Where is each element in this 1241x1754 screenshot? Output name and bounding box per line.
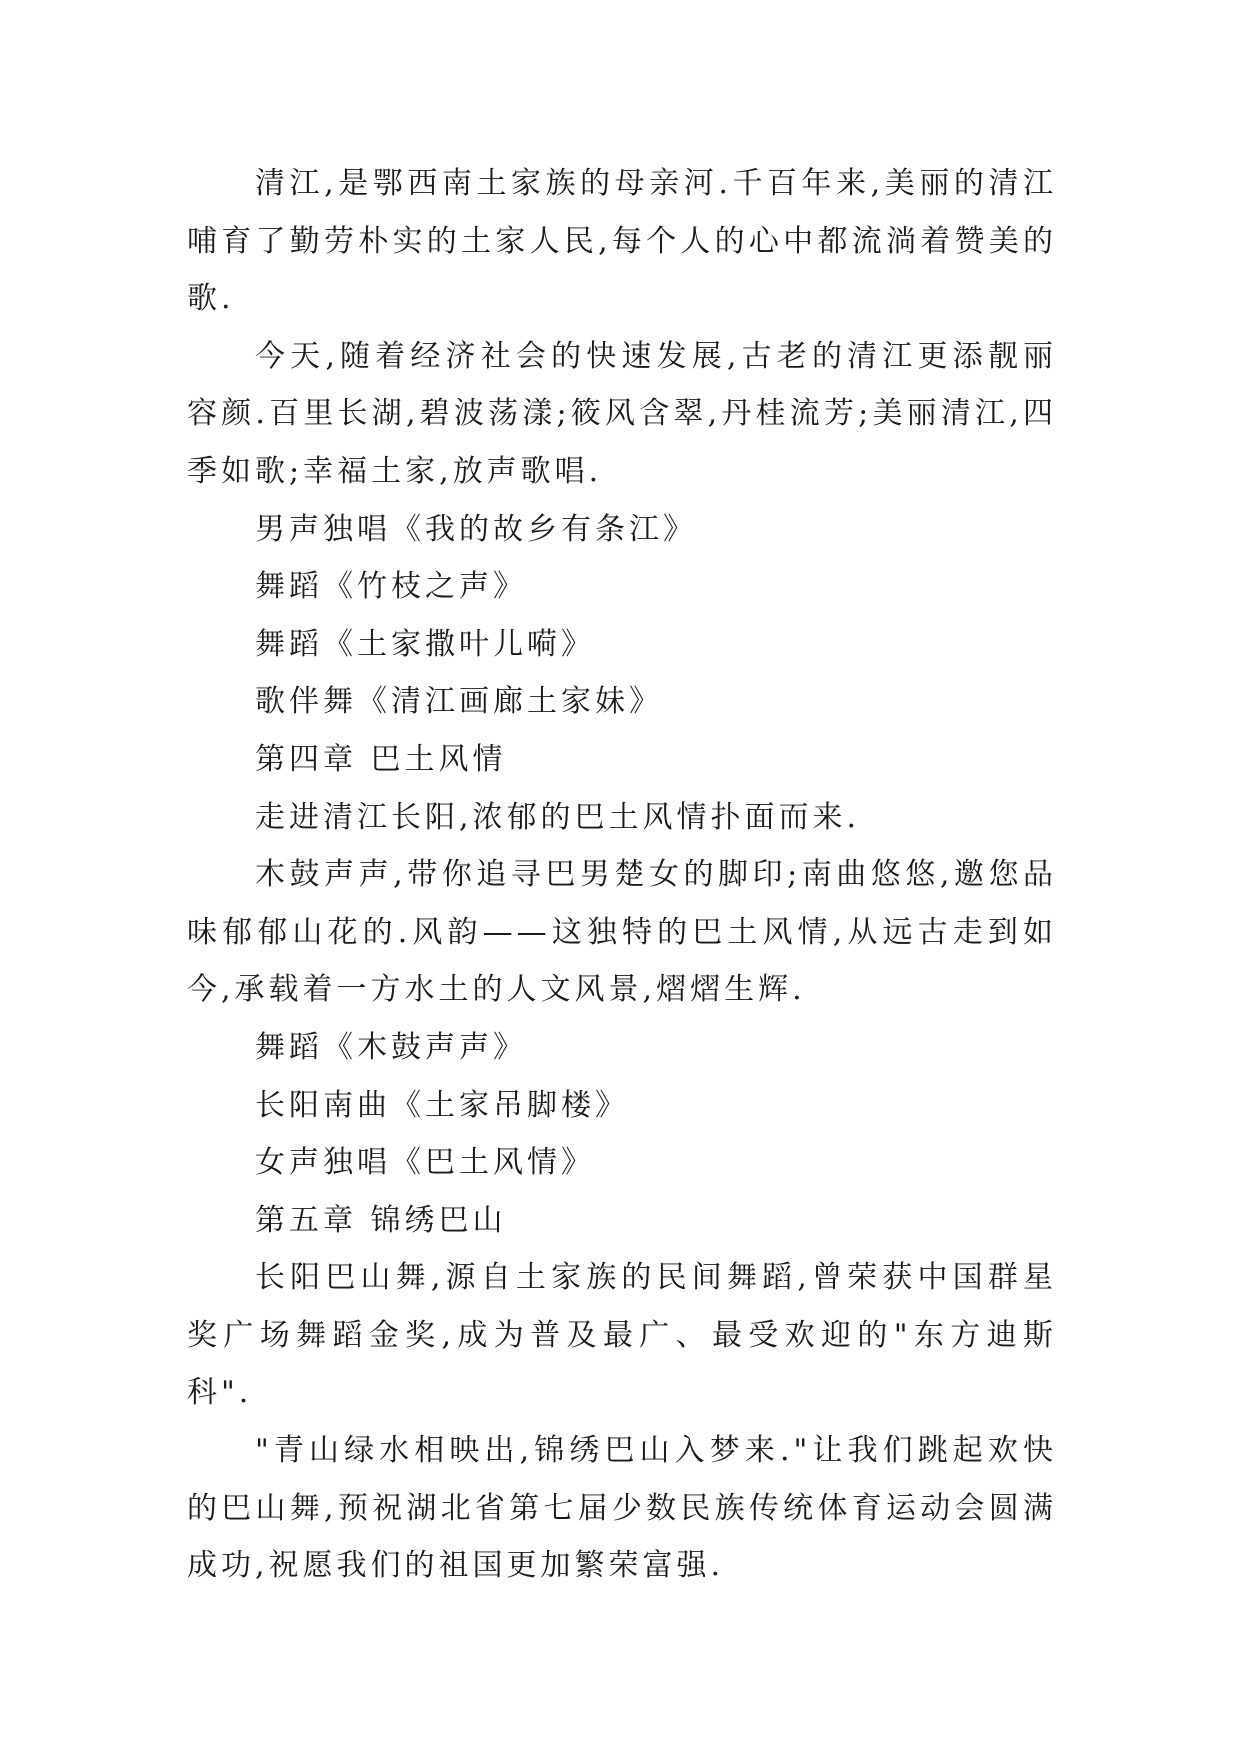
program-item: 舞蹈《土家撒叶儿嗬》	[255, 626, 595, 662]
paragraph-today: 今天,随着经济社会的快速发展,古老的清江更添靓丽容颜.百里长湖,碧波荡漾;筱风含翠,丹桂流芳;美丽清江,四季如歌;幸福土家,放声歌唱.	[187, 338, 1057, 489]
paragraph-closing: "青山绿水相映出,锦绣巴山入梦来."让我们跳起欢快的巴山舞,预祝湖北省第七届少数民族传统体育运动会圆满成功,祝愿我们的祖国更加繁荣富强.	[187, 1433, 1057, 1584]
program-item: 女声独唱《巴土风情》	[255, 1145, 595, 1181]
paragraph-line: 走进清江长阳,浓郁的巴土风情扑面而来.	[255, 799, 861, 835]
program-item: 歌伴舞《清江画廊土家妹》	[255, 684, 663, 720]
document-body	[187, 155, 1057, 1595]
program-item: 长阳南曲《土家吊脚楼》	[255, 1087, 629, 1123]
paragraph-intro: 清江,是鄂西南土家族的母亲河.千百年来,美丽的清江哺育了勤劳朴实的土家人民,每个人的心中都流淌着赞美的歌.	[187, 166, 1057, 317]
program-item: 舞蹈《竹枝之声》	[255, 569, 527, 605]
program-item: 男声独唱《我的故乡有条江》	[255, 511, 697, 547]
program-item: 舞蹈《木鼓声声》	[255, 1029, 527, 1065]
chapter-heading: 第四章 巴土风情	[255, 741, 507, 777]
paragraph-bashan-dance: 长阳巴山舞,源自土家族的民间舞蹈,曾荣获中国群星奖广场舞蹈金奖,成为普及最广、最受欢迎的"东方迪斯科".	[187, 1260, 1057, 1411]
chapter-heading: 第五章 锦绣巴山	[255, 1202, 507, 1238]
paragraph-mugu: 木鼓声声,带你追寻巴男楚女的脚印;南曲悠悠,邀您品味郁郁山花的.风韵——这独特的巴土风情,从远古走到如今,承载着一方水土的人文风景,熠熠生辉.	[187, 857, 1057, 1008]
